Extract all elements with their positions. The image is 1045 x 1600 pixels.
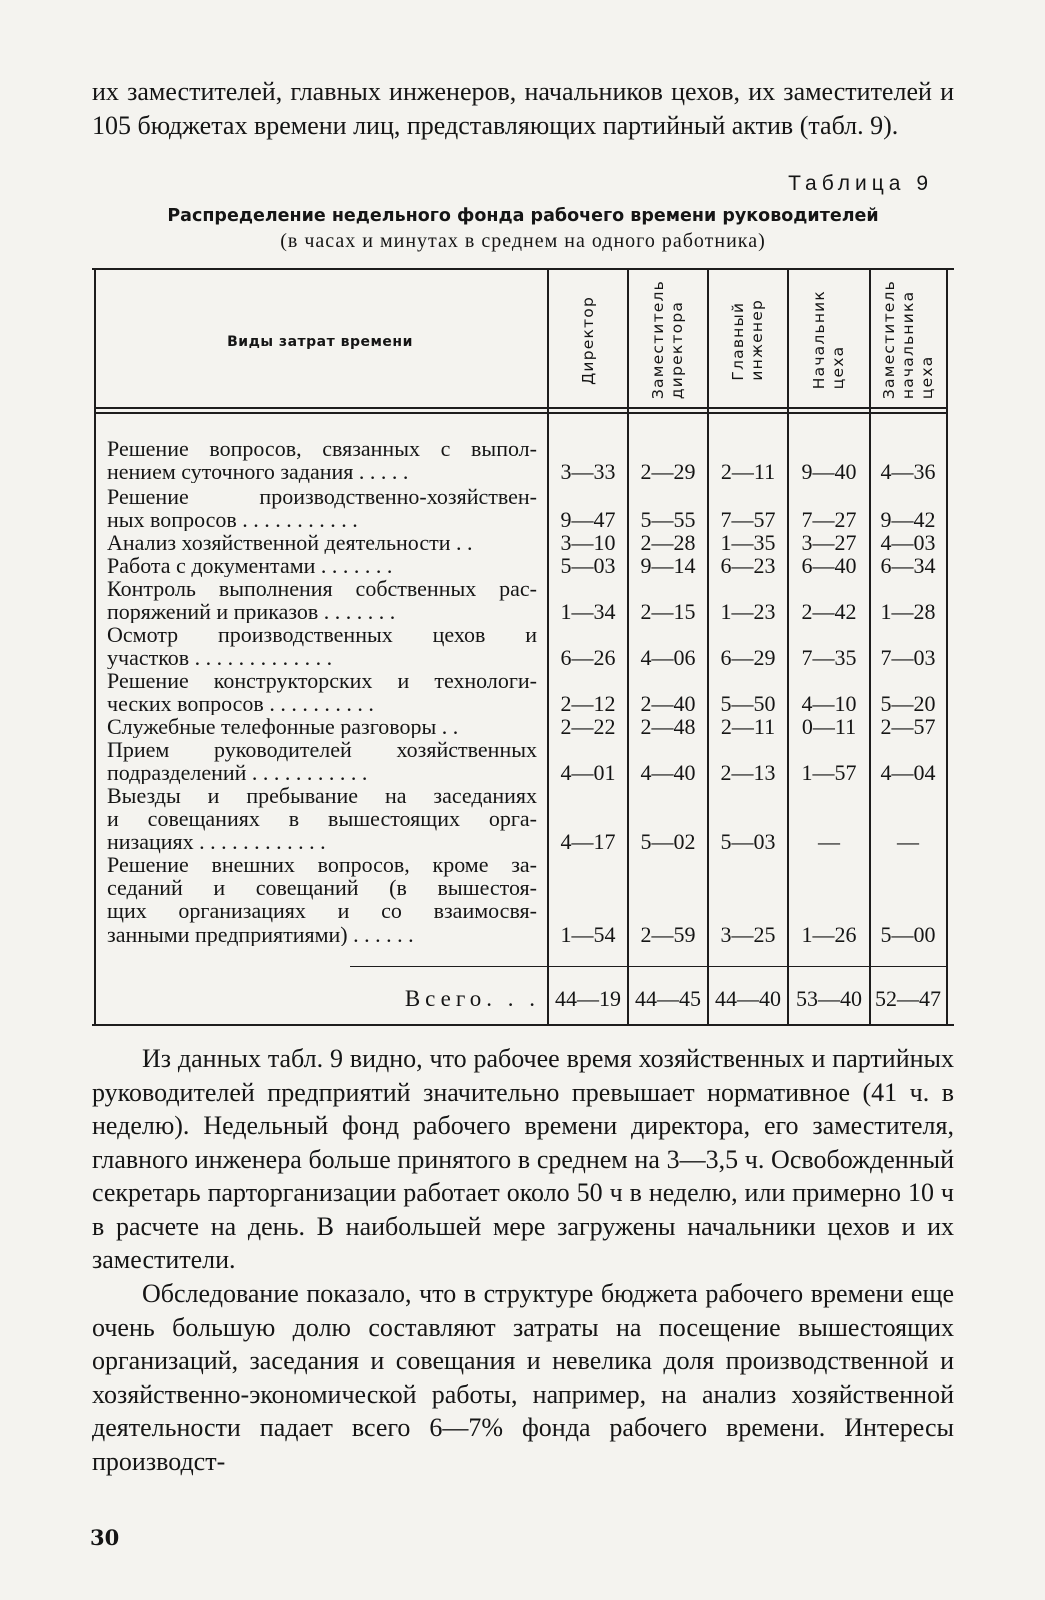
table-cell: 3—10 bbox=[560, 530, 616, 555]
table-cell: 7—27 bbox=[801, 507, 857, 533]
table-cell: 3—33 bbox=[560, 459, 616, 485]
header-rule-2 bbox=[96, 412, 948, 414]
table-cell: 2—57 bbox=[880, 714, 936, 739]
table-cell: 7—03 bbox=[880, 645, 936, 671]
row-label bbox=[107, 623, 537, 669]
table-cell: 2—29 bbox=[640, 459, 696, 485]
table-cell: 1—34 bbox=[560, 599, 616, 625]
row-label-line: низациях . . . . . . . . . . . . bbox=[107, 830, 326, 854]
table-cell: 2—28 bbox=[640, 530, 696, 555]
table-cell: 6—23 bbox=[720, 553, 776, 578]
table-cell: 2—11 bbox=[720, 459, 776, 485]
table-cell: 7—35 bbox=[801, 645, 857, 671]
total-cell: 52—47 bbox=[875, 986, 941, 1011]
col-header-shop-head bbox=[789, 274, 869, 406]
table-cell: 1—23 bbox=[720, 599, 776, 625]
table-right-border bbox=[946, 270, 948, 1024]
table-cell: 5—02 bbox=[640, 829, 696, 855]
row-label bbox=[107, 853, 537, 946]
row-label-line: седаний и совещаний (в вышестоя- bbox=[107, 875, 537, 901]
total-label: Всего. . . bbox=[404, 986, 540, 1011]
table-cell: 4—06 bbox=[640, 645, 696, 671]
table-cell: 0—11 bbox=[801, 714, 857, 739]
row-label bbox=[107, 554, 537, 577]
row-label-line: поряжений и приказов . . . . . . . bbox=[107, 600, 396, 624]
table-cell: 5—20 bbox=[880, 691, 936, 717]
row-label bbox=[107, 784, 537, 854]
table-cell: 4—01 bbox=[560, 760, 616, 786]
col-header-text: Главный инженер bbox=[729, 299, 766, 381]
header-rule-1 bbox=[96, 407, 948, 409]
table-cell: 9—14 bbox=[640, 553, 696, 578]
table-cell: 4—17 bbox=[560, 829, 616, 855]
table-cell: 7—57 bbox=[720, 507, 776, 533]
table-cell: 1—57 bbox=[801, 760, 857, 786]
table-cell: 2—12 bbox=[560, 691, 616, 717]
row-label bbox=[107, 531, 537, 554]
row-label-line: Служебные телефонные разговоры . . bbox=[107, 715, 459, 739]
row-label-line: щих организациях и со взаимосвя- bbox=[107, 898, 537, 924]
row-label-line: ных вопросов . . . . . . . . . . . bbox=[107, 508, 358, 532]
row-label-line: Анализ хозяйственной деятельности . . bbox=[107, 531, 473, 555]
table-cell: 6—40 bbox=[801, 553, 857, 578]
table-cell: 6—34 bbox=[880, 553, 936, 578]
total-cell: 44—45 bbox=[635, 986, 701, 1011]
total-rule bbox=[350, 966, 948, 967]
table-bottom-rule bbox=[92, 1024, 954, 1026]
table-cell: 3—27 bbox=[801, 530, 857, 555]
row-label-line: Осмотр производственных цехов и bbox=[107, 622, 537, 647]
col-header-text: Директор bbox=[578, 295, 597, 385]
total-cell: 53—40 bbox=[796, 986, 862, 1011]
table-cell: 2—11 bbox=[720, 714, 776, 739]
table-cell: 6—26 bbox=[560, 645, 616, 671]
table-cell: 1—28 bbox=[880, 599, 936, 625]
table-cell: 4—10 bbox=[801, 691, 857, 717]
table-cell: 2—13 bbox=[720, 760, 776, 786]
table-subtitle: (в часах и минутах в среднем на одного работника) bbox=[280, 230, 766, 252]
table-cell: — bbox=[897, 829, 919, 855]
table-cell: 5—55 bbox=[640, 507, 696, 533]
body-paragraph: Обследование показало, что в структуре бюджета рабочего времени еще очень большую долю составляют затраты на посещение вышестоящих организаций, заседания и совещания и невелика доля производственной и хозяйственно-экономической работы, например, на анализ хозяйственной деятельности падает всего 6—7% фонда рабочего времени. Интересы производст- bbox=[92, 1279, 954, 1476]
row-label-line: Работа с документами . . . . . . . bbox=[107, 554, 393, 578]
row-label-line: подразделений . . . . . . . . . . . bbox=[107, 761, 368, 785]
col-header-text: Заместитель начальника цеха bbox=[880, 280, 936, 400]
row-label bbox=[107, 485, 537, 531]
table-number: Таблица 9 bbox=[788, 172, 933, 195]
table-cell: 9—40 bbox=[801, 459, 857, 485]
table-cell: 9—47 bbox=[560, 507, 616, 533]
table-cell: 6—29 bbox=[720, 645, 776, 671]
row-label-line: участков . . . . . . . . . . . . . bbox=[107, 646, 333, 670]
table-cell: 2—22 bbox=[560, 714, 616, 739]
row-label-line: занными предприятиями) . . . . . . bbox=[107, 922, 414, 946]
table-cell: 2—15 bbox=[640, 599, 696, 625]
table-cell: 9—42 bbox=[880, 507, 936, 533]
col-header-text: Начальник цеха bbox=[810, 290, 847, 390]
table-cell: 2—59 bbox=[640, 921, 696, 947]
row-label-line: Прием руководителей хозяйственных bbox=[107, 737, 537, 762]
row-label bbox=[107, 715, 537, 738]
row-label-line: Контроль выполнения собственных рас- bbox=[107, 576, 537, 601]
row-label-line: Решение производственно-хозяйствен- bbox=[107, 484, 537, 509]
row-label-line: Решение вопросов, связанных с выпол- bbox=[107, 436, 537, 461]
body-paragraph: Из данных табл. 9 видно, что рабочее время хозяйственных и партийных руководителей предприятий значительно превышает нормативное (41 ч. в неделю). Недельный фонд рабочего времени директора, его заместителя, главного инженера больше принятого в среднем на 3—3,5 ч. Освобожденный секретарь парторганизации работает около 50 ч в неделю, или примерно 10 ч в расчете на день. В наибольшей мере загружены начальники цехов и их заместители. bbox=[92, 1044, 954, 1274]
total-cell: 44—40 bbox=[715, 986, 781, 1011]
row-label-line: Выезды и пребывание на заседаниях bbox=[107, 783, 537, 808]
table-top-rule bbox=[92, 268, 954, 270]
table-cell: 1—26 bbox=[801, 921, 857, 947]
table-cell: 2—48 bbox=[640, 714, 696, 739]
table-cell: 1—35 bbox=[720, 530, 776, 555]
table-cell: 4—03 bbox=[880, 530, 936, 555]
col-header-director bbox=[549, 274, 627, 406]
row-label bbox=[107, 738, 537, 784]
page-number: 30 bbox=[90, 1525, 120, 1550]
table-cell: 4—40 bbox=[640, 760, 696, 786]
row-label bbox=[107, 669, 537, 715]
table-cell: 5—00 bbox=[880, 921, 936, 947]
row-label-line: Решение внешних вопросов, кроме за- bbox=[107, 852, 537, 877]
table-cell: 2—42 bbox=[801, 599, 857, 625]
row-label-line: Решение конструкторских и технологи- bbox=[107, 668, 537, 693]
table-cell: 4—04 bbox=[880, 760, 936, 786]
row-label-line: нением суточного задания . . . . . bbox=[107, 460, 409, 484]
table-cell: 5—03 bbox=[560, 553, 616, 578]
intro-paragraph: их заместителей, главных инженеров, начальников цехов, их заместителей и 105 бюджетах времени лиц, представляющих партийный актив (табл. 9). bbox=[92, 77, 954, 140]
table-left-border bbox=[94, 270, 96, 1024]
col-header-deputy-shop-head bbox=[871, 274, 946, 406]
col-header-chief-engineer bbox=[709, 274, 787, 406]
table-cell: 5—50 bbox=[720, 691, 776, 717]
table-cell: — bbox=[818, 829, 840, 855]
row-label-line: и совещаниях в вышестоящих орга- bbox=[107, 806, 537, 832]
table-cell: 2—40 bbox=[640, 691, 696, 717]
row-label bbox=[107, 577, 537, 623]
table-title: Распределение недельного фонда рабочего времени руководителей bbox=[167, 206, 879, 226]
table-cell: 3—25 bbox=[720, 921, 776, 947]
row-header: Виды затрат времени bbox=[227, 334, 413, 350]
total-cell: 44—19 bbox=[555, 986, 621, 1011]
row-label bbox=[107, 437, 537, 483]
col-header-text: Заместитель директора bbox=[649, 280, 686, 400]
col-header-deputy-director bbox=[629, 274, 707, 406]
table-cell: 4—36 bbox=[880, 459, 936, 485]
table-cell: 1—54 bbox=[560, 921, 616, 947]
row-label-line: ческих вопросов . . . . . . . . . . bbox=[107, 692, 374, 716]
table-cell: 5—03 bbox=[720, 829, 776, 855]
